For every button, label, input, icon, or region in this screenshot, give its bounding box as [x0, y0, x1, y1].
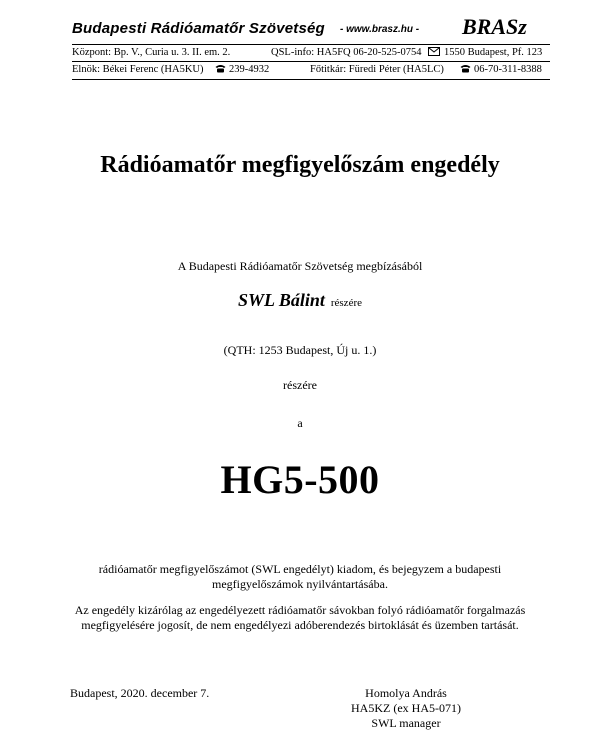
mail-address [428, 47, 542, 58]
signatory-name: Homolya András [365, 686, 447, 700]
letterhead-rule-middle [72, 61, 550, 62]
reszere-text: részére [283, 378, 317, 392]
secretary-phone: 06-70-311-8388 [460, 64, 542, 75]
document-title: Rádióamatőr megfigyelőszám engedély [100, 152, 500, 178]
qsl-info: QSL-info: HA5FQ 06-20-525-0754 [271, 47, 422, 58]
office-address: Központ: Bp. V., Curia u. 3. II. em. 2. [72, 47, 231, 58]
letterhead-rule-bottom [72, 79, 550, 80]
organization-url[interactable]: - www.brasz.hu - [340, 24, 420, 35]
callsign: HG5-500 [220, 457, 380, 502]
letterhead-title-row [72, 14, 552, 44]
recipient-name: SWL Bálint [237, 290, 325, 310]
signatory-callsign: HA5KZ (ex HA5-071) [351, 701, 461, 715]
signatory-role: SWL manager [371, 716, 441, 730]
president: Elnök: Békei Ferenc (HA5KU) [72, 64, 204, 75]
qth-address: (QTH: 1253 Budapest, Új u. 1.) [223, 343, 377, 357]
president-phone: 239-4932 [215, 64, 269, 75]
issuance-paragraph: rádióamatőr megfigyelőszámot (SWL engedélyt) kiadom, és bejegyzem a budapesti megfigyelőszámok nyilvántartásába. [98, 562, 502, 591]
recipient-suffix: részére [330, 297, 362, 309]
envelope-icon [428, 47, 440, 56]
secretary: Főtitkár: Füredi Péter (HA5LC) [310, 64, 444, 75]
organization-abbreviation: BRASz [462, 14, 527, 39]
telephone-icon [215, 64, 226, 73]
mail-address-text: 1550 Budapest, Pf. 123 [444, 47, 543, 58]
place-and-date: Budapest, 2020. december 7. [70, 686, 210, 700]
organization-name: Budapesti Rádióamatőr Szövetség [72, 20, 325, 37]
restriction-paragraph: Az engedély kizárólag az engedélyezett rádióamatőr sávokban folyó rádióamatőr forgalmazás megfigyelésére jogosít, de nem engedélyezi adóberendezés birtoklását és üzemben tartását. [74, 603, 526, 632]
telephone-icon [460, 64, 471, 73]
recipient-row [0, 290, 600, 311]
article-text: a [297, 416, 303, 430]
intro-text: A Budapesti Rádióamatőr Szövetség megbízásából [177, 259, 423, 273]
letterhead-rule-top [72, 44, 550, 45]
